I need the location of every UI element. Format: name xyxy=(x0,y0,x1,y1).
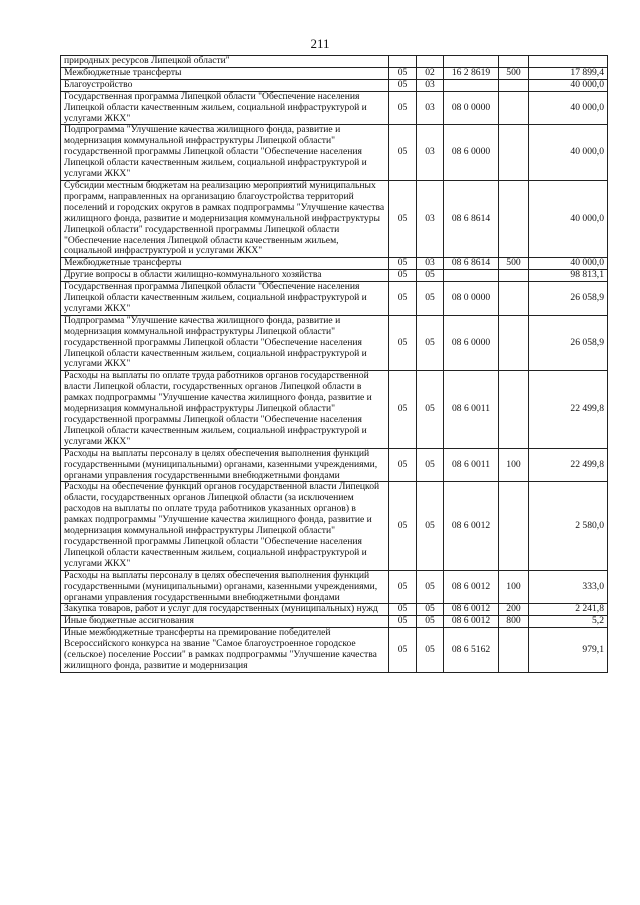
expense-type-cell xyxy=(499,180,529,257)
page-number: 211 xyxy=(310,36,330,51)
subsection-code-cell: 05 xyxy=(417,282,444,316)
expense-type-cell xyxy=(499,628,529,673)
expense-type-cell xyxy=(499,371,529,448)
subsection-code-cell: 05 xyxy=(417,628,444,673)
section-code-cell: 05 xyxy=(389,91,417,125)
subsection-code-cell: 02 xyxy=(417,67,444,79)
row-name-cell: Расходы на выплаты персоналу в целях обеспечения выполнения функций государственными (муниципальными) органами, казенными учреждениями, органами управления государственными внебюджетными фондами xyxy=(61,570,389,604)
section-code-cell: 05 xyxy=(389,180,417,257)
subsection-code-cell: 03 xyxy=(417,79,444,91)
section-code-cell: 05 xyxy=(389,79,417,91)
row-name-cell: Субсидии местным бюджетам на реализацию мероприятий муниципальных программ, направленных на организацию благоустройства территорий поселений и городских округов в рамках подпрограммы "Улучшение качества жилищного фонда, развитие и модернизация коммунальной инфраструктуры Липецкой области" государственной программы Липецкой области "Обеспечение населения Липецкой области качественным жильем, социальной инфраструктурой и услугами ЖКХ" xyxy=(61,180,389,257)
target-article-cell: 08 6 0011 xyxy=(444,448,499,482)
target-article-cell: 08 6 8614 xyxy=(444,258,499,270)
table-row xyxy=(61,570,608,604)
amount-cell: 40 000,0 xyxy=(529,258,608,270)
amount-cell xyxy=(529,56,608,68)
subsection-code-cell: 05 xyxy=(417,616,444,628)
amount-cell: 2 241,8 xyxy=(529,604,608,616)
table-row xyxy=(61,258,608,270)
row-name-cell: Подпрограмма "Улучшение качества жилищного фонда, развитие и модернизация коммунальной инфраструктуры Липецкой области" государственной программы Липецкой области "Обеспечение населения Липецкой области качественным жильем, социальной инфраструктурой и услугами ЖКХ" xyxy=(61,125,389,181)
target-article-cell: 08 6 0000 xyxy=(444,315,499,371)
row-name-cell: Подпрограмма "Улучшение качества жилищного фонда, развитие и модернизация коммунальной инфраструктуры Липецкой области" государственной программы Липецкой области "Обеспечение населения Липецкой области качественным жильем, социальной инфраструктурой и услугами ЖКХ" xyxy=(61,315,389,371)
table-row xyxy=(61,482,608,570)
target-article-cell: 08 6 0012 xyxy=(444,616,499,628)
budget-table-body xyxy=(61,56,608,673)
row-name-cell: природных ресурсов Липецкой области" xyxy=(61,56,389,68)
row-name-cell: Благоустройство xyxy=(61,79,389,91)
expense-type-cell: 100 xyxy=(499,570,529,604)
target-article-cell: 08 6 0012 xyxy=(444,482,499,570)
amount-cell: 22 499,8 xyxy=(529,371,608,448)
amount-cell: 40 000,0 xyxy=(529,125,608,181)
row-name-cell: Иные бюджетные ассигнования xyxy=(61,616,389,628)
amount-cell: 40 000,0 xyxy=(529,180,608,257)
section-code-cell: 05 xyxy=(389,628,417,673)
expense-type-cell: 800 xyxy=(499,616,529,628)
section-code-cell: 05 xyxy=(389,371,417,448)
expense-type-cell xyxy=(499,270,529,282)
expense-type-cell: 200 xyxy=(499,604,529,616)
subsection-code-cell: 05 xyxy=(417,371,444,448)
expense-type-cell: 500 xyxy=(499,67,529,79)
expense-type-cell xyxy=(499,482,529,570)
section-code-cell: 05 xyxy=(389,570,417,604)
amount-cell: 333,0 xyxy=(529,570,608,604)
subsection-code-cell: 05 xyxy=(417,315,444,371)
row-name-cell: Межбюджетные трансферты xyxy=(61,67,389,79)
expense-type-cell: 100 xyxy=(499,448,529,482)
subsection-code-cell: 03 xyxy=(417,180,444,257)
target-article-cell: 08 6 0011 xyxy=(444,371,499,448)
expense-type-cell xyxy=(499,79,529,91)
table-row xyxy=(61,270,608,282)
amount-cell: 979,1 xyxy=(529,628,608,673)
row-name-cell: Закупка товаров, работ и услуг для государственных (муниципальных) нужд xyxy=(61,604,389,616)
subsection-code-cell: 03 xyxy=(417,258,444,270)
table-row xyxy=(61,604,608,616)
amount-cell: 40 000,0 xyxy=(529,91,608,125)
section-code-cell: 05 xyxy=(389,282,417,316)
expense-type-cell: 500 xyxy=(499,258,529,270)
table-row xyxy=(61,91,608,125)
table-row xyxy=(61,56,608,68)
table-row xyxy=(61,125,608,181)
section-code-cell: 05 xyxy=(389,315,417,371)
amount-cell: 26 058,9 xyxy=(529,282,608,316)
target-article-cell xyxy=(444,56,499,68)
row-name-cell: Государственная программа Липецкой области "Обеспечение населения Липецкой области качественным жильем, социальной инфраструктурой и услугами ЖКХ" xyxy=(61,91,389,125)
subsection-code-cell: 05 xyxy=(417,482,444,570)
expense-type-cell xyxy=(499,125,529,181)
target-article-cell: 08 6 5162 xyxy=(444,628,499,673)
table-row xyxy=(61,79,608,91)
section-code-cell: 05 xyxy=(389,616,417,628)
amount-cell: 2 580,0 xyxy=(529,482,608,570)
expense-type-cell xyxy=(499,282,529,316)
section-code-cell: 05 xyxy=(389,448,417,482)
table-row xyxy=(61,616,608,628)
subsection-code-cell: 05 xyxy=(417,270,444,282)
table-row xyxy=(61,67,608,79)
subsection-code-cell: 03 xyxy=(417,125,444,181)
expense-type-cell xyxy=(499,56,529,68)
row-name-cell: Расходы на выплаты по оплате труда работников органов государственной власти Липецкой области, государственных органов Липецкой области в рамках подпрограммы "Улучшение качества жилищного фонда, развитие и модернизация коммунальной инфраструктуры Липецкой области" государственной программы Липецкой области "Обеспечение населения Липецкой области качественным жильем, социальной инфраструктурой и услугами ЖКХ" xyxy=(61,371,389,448)
target-article-cell: 08 6 0012 xyxy=(444,604,499,616)
section-code-cell: 05 xyxy=(389,270,417,282)
section-code-cell: 05 xyxy=(389,258,417,270)
row-name-cell: Расходы на обеспечение функций органов государственной власти Липецкой области, государственных органов Липецкой области (за исключением расходов на выплаты по оплате труда работников указанных органов) в рамках подпрограммы "Улучшение качества жилищного фонда, развитие и модернизация коммунальной инфраструктуры Липецкой области" государственной программы Липецкой области "Обеспечение населения Липецкой области качественным жильем, социальной инфраструктурой и услугами ЖКХ" xyxy=(61,482,389,570)
amount-cell: 22 499,8 xyxy=(529,448,608,482)
subsection-code-cell: 03 xyxy=(417,91,444,125)
section-code-cell: 05 xyxy=(389,604,417,616)
subsection-code-cell xyxy=(417,56,444,68)
target-article-cell xyxy=(444,270,499,282)
row-name-cell: Иные межбюджетные трансферты на премирование победителей Всероссийского конкурса на звание "Самое благоустроенное городское (сельское) поселение России" в рамках подпрограммы "Улучшение качества жилищного фонда, развитие и модернизация xyxy=(61,628,389,673)
target-article-cell: 08 6 0012 xyxy=(444,570,499,604)
section-code-cell: 05 xyxy=(389,482,417,570)
subsection-code-cell: 05 xyxy=(417,448,444,482)
amount-cell: 26 058,9 xyxy=(529,315,608,371)
amount-cell: 17 899,4 xyxy=(529,67,608,79)
row-name-cell: Межбюджетные трансферты xyxy=(61,258,389,270)
table-row xyxy=(61,448,608,482)
table-row xyxy=(61,628,608,673)
table-row xyxy=(61,371,608,448)
target-article-cell: 08 0 0000 xyxy=(444,282,499,316)
target-article-cell: 08 0 0000 xyxy=(444,91,499,125)
amount-cell: 98 813,1 xyxy=(529,270,608,282)
row-name-cell: Государственная программа Липецкой области "Обеспечение населения Липецкой области качественным жильем, социальной инфраструктурой и услугами ЖКХ" xyxy=(61,282,389,316)
table-row xyxy=(61,180,608,257)
section-code-cell xyxy=(389,56,417,68)
target-article-cell: 08 6 0000 xyxy=(444,125,499,181)
target-article-cell: 16 2 8619 xyxy=(444,67,499,79)
target-article-cell: 08 6 8614 xyxy=(444,180,499,257)
subsection-code-cell: 05 xyxy=(417,570,444,604)
expense-type-cell xyxy=(499,91,529,125)
table-row xyxy=(61,315,608,371)
subsection-code-cell: 05 xyxy=(417,604,444,616)
table-row xyxy=(61,282,608,316)
row-name-cell: Другие вопросы в области жилищно-коммунального хозяйства xyxy=(61,270,389,282)
target-article-cell xyxy=(444,79,499,91)
budget-table xyxy=(60,55,608,673)
row-name-cell: Расходы на выплаты персоналу в целях обеспечения выполнения функций государственными (муниципальными) органами, казенными учреждениями, органами управления государственными внебюджетными фондами xyxy=(61,448,389,482)
section-code-cell: 05 xyxy=(389,67,417,79)
amount-cell: 5,2 xyxy=(529,616,608,628)
amount-cell: 40 000,0 xyxy=(529,79,608,91)
expense-type-cell xyxy=(499,315,529,371)
section-code-cell: 05 xyxy=(389,125,417,181)
